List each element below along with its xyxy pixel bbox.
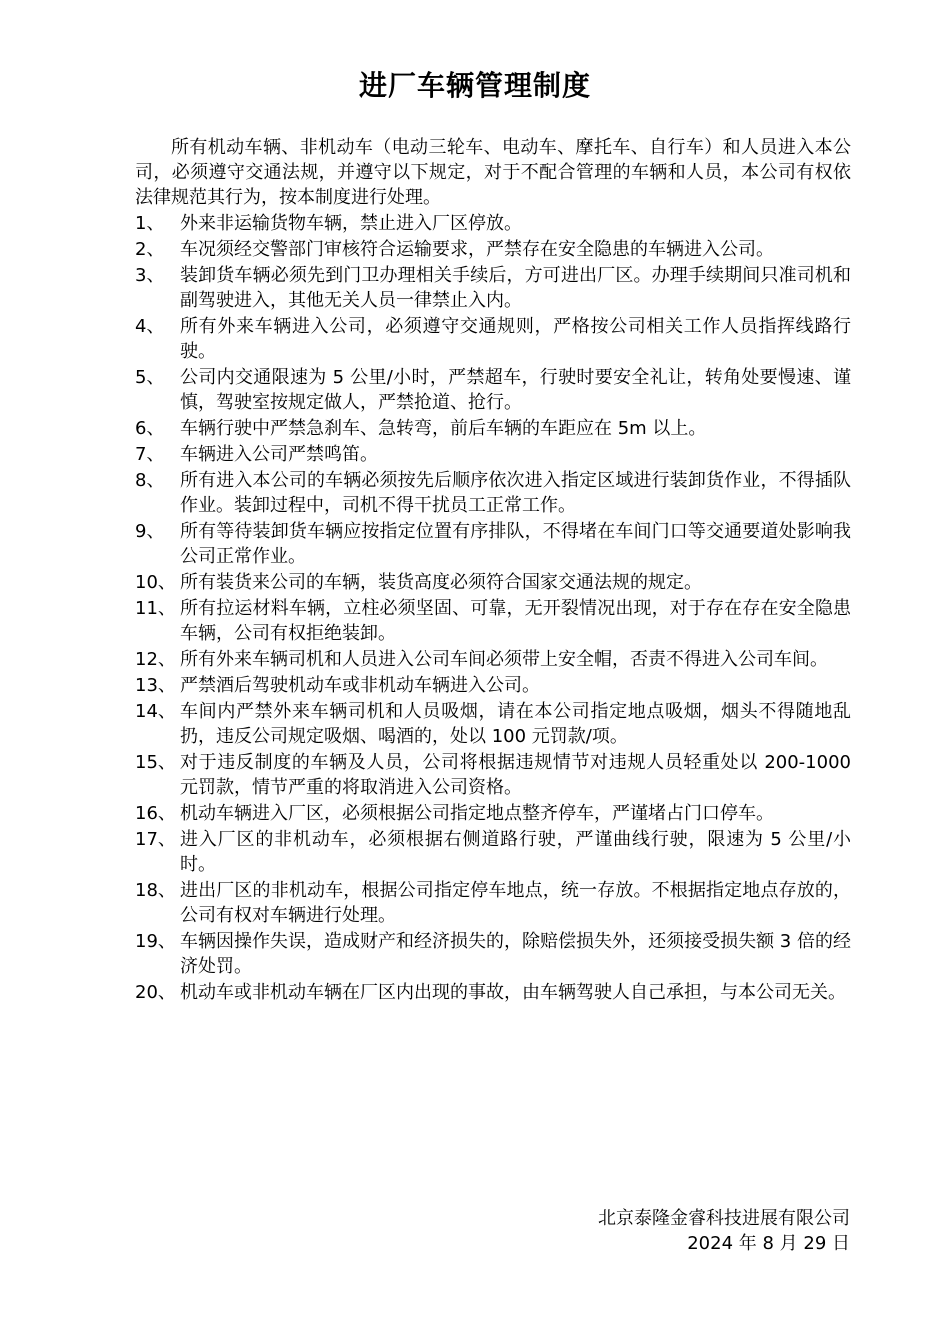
- rule-number: 1、: [135, 213, 165, 234]
- rule-text: 进出厂区的非机动车，根据公司指定停车地点，统一存放。不根据指定地点存放的，公司有权对车辆进行处理。: [180, 880, 851, 926]
- rule-item: [135, 980, 851, 1005]
- signature-block: [598, 1206, 850, 1256]
- rule-text: 严禁酒后驾驶机动车或非机动车辆进入公司。: [180, 675, 540, 696]
- rule-item: [135, 263, 851, 313]
- rule-text: 车况须经交警部门审核符合运输要求，严禁存在安全隐患的车辆进入公司。: [180, 239, 774, 260]
- rule-text: 所有等待装卸货车辆应按指定位置有序排队，不得堵在车间门口等交通要道处影响我公司正常作业。: [180, 521, 851, 567]
- rule-text: 车辆行驶中严禁急刹车、急转弯，前后车辆的车距应在 5m 以上。: [180, 418, 707, 439]
- rule-number: 5、: [135, 367, 165, 388]
- rule-item: [135, 442, 851, 467]
- rule-number: 16、: [135, 803, 176, 824]
- document-date: 2024 年 8 月 29 日: [687, 1233, 850, 1254]
- company-name: 北京泰隆金睿科技进展有限公司: [598, 1208, 850, 1229]
- rule-text: 所有外来车辆进入公司，必须遵守交通规则，严格按公司相关工作人员指挥线路行驶。: [180, 316, 851, 362]
- rule-item: [135, 416, 851, 441]
- rule-item: [135, 570, 851, 595]
- rule-text: 进入厂区的非机动车，必须根据右侧道路行驶，严谨曲线行驶，限速为 5 公里/小时。: [180, 829, 851, 875]
- rule-number: 19、: [135, 931, 176, 952]
- rule-item: [135, 750, 851, 800]
- rule-item: [135, 801, 851, 826]
- rule-number: 3、: [135, 265, 165, 286]
- rule-text: 装卸货车辆必须先到门卫办理相关手续后，方可进出厂区。办理手续期间只准司机和副驾驶进入，其他无关人员一律禁止入内。: [180, 265, 851, 311]
- document-title: 进厂车辆管理制度: [358, 69, 591, 102]
- document-body: [135, 135, 851, 1006]
- rule-number: 6、: [135, 418, 165, 439]
- rule-number: 7、: [135, 444, 165, 465]
- rule-number: 9、: [135, 521, 165, 542]
- rule-item: [135, 211, 851, 236]
- intro-paragraph: 所有机动车辆、非机动车（电动三轮车、电动车、摩托车、自行车）和人员进入本公司，必须遵守交通法规，并遵守以下规定，对于不配合管理的车辆和人员，本公司有权依法律规范其行为，按本制度进行处理。: [135, 137, 851, 208]
- rule-item: [135, 596, 851, 646]
- rule-number: 15、: [135, 752, 176, 773]
- rule-number: 18、: [135, 880, 176, 901]
- rule-text: 所有拉运材料车辆，立柱必须坚固、可靠，无开裂情况出现，对于存在存在安全隐患车辆，公司有权拒绝装卸。: [180, 598, 851, 644]
- rule-text: 机动车或非机动车辆在厂区内出现的事故，由车辆驾驶人自己承担，与本公司无关。: [180, 982, 846, 1003]
- rule-item: [135, 237, 851, 262]
- rule-number: 4、: [135, 316, 165, 337]
- rule-number: 13、: [135, 675, 176, 696]
- rule-item: [135, 878, 851, 928]
- rule-number: 20、: [135, 982, 176, 1003]
- rule-number: 8、: [135, 470, 165, 491]
- rule-number: 2、: [135, 239, 165, 260]
- rule-number: 10、: [135, 572, 176, 593]
- rule-item: [135, 647, 851, 672]
- rule-item: [135, 827, 851, 877]
- rule-item: [135, 314, 851, 364]
- rule-item: [135, 673, 851, 698]
- rule-text: 车辆进入公司严禁鸣笛。: [180, 444, 378, 465]
- rule-text: 所有外来车辆司机和人员进入公司车间必须带上安全帽，否责不得进入公司车间。: [180, 649, 828, 670]
- rule-text: 机动车辆进入厂区，必须根据公司指定地点整齐停车，严谨堵占门口停车。: [180, 803, 774, 824]
- rule-text: 所有进入本公司的车辆必须按先后顺序依次进入指定区域进行装卸货作业，不得插队作业。装卸过程中，司机不得干扰员工正常工作。: [180, 470, 851, 516]
- rule-item: [135, 929, 851, 979]
- rules-list: [135, 211, 851, 1005]
- rule-number: 12、: [135, 649, 176, 670]
- rule-item: [135, 468, 851, 518]
- rule-text: 车辆因操作失误，造成财产和经济损失的，除赔偿损失外，还须接受损失额 3 倍的经济处罚。: [180, 931, 851, 977]
- rule-number: 14、: [135, 701, 176, 722]
- rule-text: 公司内交通限速为 5 公里/小时，严禁超车，行驶时要安全礼让，转角处要慢速、谨慎，驾驶室按规定做人，严禁抢道、抢行。: [180, 367, 851, 413]
- rule-text: 对于违反制度的车辆及人员，公司将根据违规情节对违规人员轻重处以 200-1000 元罚款，情节严重的将取消进入公司资格。: [180, 752, 851, 798]
- rule-text: 车间内严禁外来车辆司机和人员吸烟，请在本公司指定地点吸烟，烟头不得随地乱扔，违反公司规定吸烟、喝酒的，处以 100 元罚款/项。: [180, 701, 851, 747]
- rule-item: [135, 365, 851, 415]
- rule-number: 11、: [135, 598, 176, 619]
- rule-item: [135, 699, 851, 749]
- rule-text: 外来非运输货物车辆，禁止进入厂区停放。: [180, 213, 522, 234]
- rule-number: 17、: [135, 829, 176, 850]
- rule-text: 所有装货来公司的车辆，装货高度必须符合国家交通法规的规定。: [180, 572, 702, 593]
- rule-item: [135, 519, 851, 569]
